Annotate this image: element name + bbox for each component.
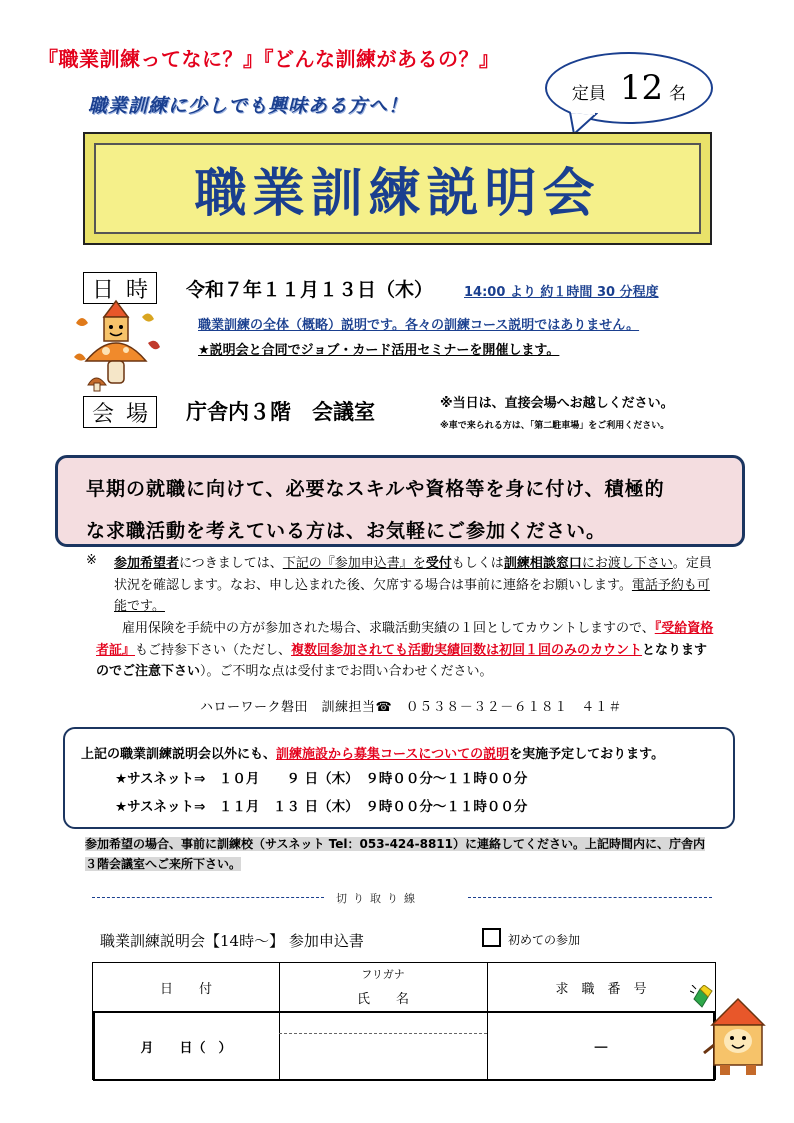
p1-text-g: にお渡し下さい [581,556,673,571]
application-form-ref: 下記の『参加申込書』を [282,556,426,571]
certificate-text: 『受給資格者証』 [96,621,714,658]
form-title: 職業訓練説明会【14時～】 参加申込書 [100,932,364,950]
other-sessions-box [63,727,735,829]
p2-text-f: ）。ご不明な点は受付までお問い合わせください。 [200,664,493,679]
advance-contact-note [85,834,715,874]
count-warning-text: 複数回参加されても活動実績回数は初回１回のみのカウント [291,642,643,658]
cut-line-right [468,897,712,898]
cut-line-label: 切り取り線 [336,892,421,905]
date-label-char-1: 日 [92,277,115,303]
mascot-mushroom-icon [66,295,166,395]
header-furigana: フリガナ [361,968,405,981]
application-instructions [114,553,714,618]
highlight-line-1: 早期の就職に向けて、必要なスキルや資格等を身に付け、積極的 [86,478,665,500]
header-name: 氏 名 [356,991,409,1007]
event-venue: 庁舎内３階 会議室 [186,400,375,424]
session-row: ★サスネット⇒ １１月 １３ 日（木） ９時００分～１１時００分 [115,799,528,815]
counseling-window-text: 訓練相談窓口 [503,556,582,571]
overview-note: 職業訓練の全体（概略）説明です。各々の訓練コース説明ではありません。 [198,318,640,333]
date-label-char-2: 時 [125,277,148,303]
venue-note-direct: ※当日は、直接会場へお越しください。 [440,396,674,411]
title-banner [83,132,712,245]
intro-text-c: を実施予定しております。 [509,747,665,762]
first-time-label: 初めての参加 [508,933,581,947]
phone-reservation-text: 電話予約も可能です。 [114,577,710,614]
caution-text: となりますのでご注意下さい [96,642,708,679]
venue-label-char-1: 会 [92,401,115,427]
event-time: 14:00 より 約１時間 30 分程度 [464,285,659,300]
p1-text-b: につきましては、 [179,556,283,571]
contact-phone: ハローワーク磐田 訓練担当☎ ０５３８－３２－６１８１ ４１＃ [200,700,622,715]
job-number-field[interactable]: － [592,1037,609,1057]
intro-text-b: 訓練施設から募集コースについての説明 [276,747,510,762]
name-field[interactable] [281,1035,485,1079]
participants-text: 参加希望者 [114,556,180,571]
capacity-label: 定員 [571,84,606,104]
session-row: ★サスネット⇒ １０月 ９ 日（木） ９時００分～１１時００分 [115,771,528,787]
capacity-unit: 名 [669,84,687,104]
highlight-box [55,455,745,547]
p1-text-e: もしくは [451,556,504,571]
p2-text-c: もご持参下さい（ただし、 [135,642,292,658]
cut-line-left [92,897,324,898]
advance-contact-text: 参加希望の場合、事前に訓練校（サスネット Tel：053-424-8811）に連絡してください。上記時間内に、庁舎内３階会議室へご来所下さい。 [85,837,706,871]
subtitle: 職業訓練に少しでも興味ある方へ！ [88,95,409,117]
header-job-number: 求 職 番 号 [555,981,647,997]
mascot-house-icon [690,985,770,1085]
other-sessions-intro [81,743,717,762]
application-table [92,962,716,1080]
venue-note-parking: ※車で来られる方は、「第二駐車場」をご利用ください。 [440,421,670,431]
capacity-number: 12 [619,68,664,108]
date-field[interactable]: 月 日（ ） [140,1040,232,1056]
event-date: 令和７年１１月１３日（木） [186,279,434,301]
first-time-checkbox[interactable] [482,928,501,947]
venue-label-char-2: 場 [125,401,148,427]
p1-text-h: 。定員状況を確認します。なお、申し込まれた後、欠席する場合は事前に連絡をお願いします。 [114,556,712,593]
venue-label [83,396,157,428]
reception-text: 受付 [425,556,452,571]
p2-text-a: 雇用保険を手続中の方が参加された場合、求職活動実績の１回としてカウントしますので、 [122,621,655,636]
insurance-instructions [96,618,718,683]
intro-text-a: 上記の職業訓練説明会以外にも、 [81,747,277,762]
furigana-field[interactable] [281,1013,485,1033]
header-date: 日 付 [159,981,212,997]
page-title: 職業訓練説明会 [194,164,601,224]
highlight-line-2: な求職活動を考えている方は、お気軽にご参加ください。 [86,520,607,542]
tagline: 『職業訓練ってなに？』『どんな訓練があるの？』 [38,47,500,71]
seminar-note: ★説明会と合同でジョブ・カード活用セミナーを開催します。 [198,343,560,358]
note-mark: ※ [86,553,97,568]
